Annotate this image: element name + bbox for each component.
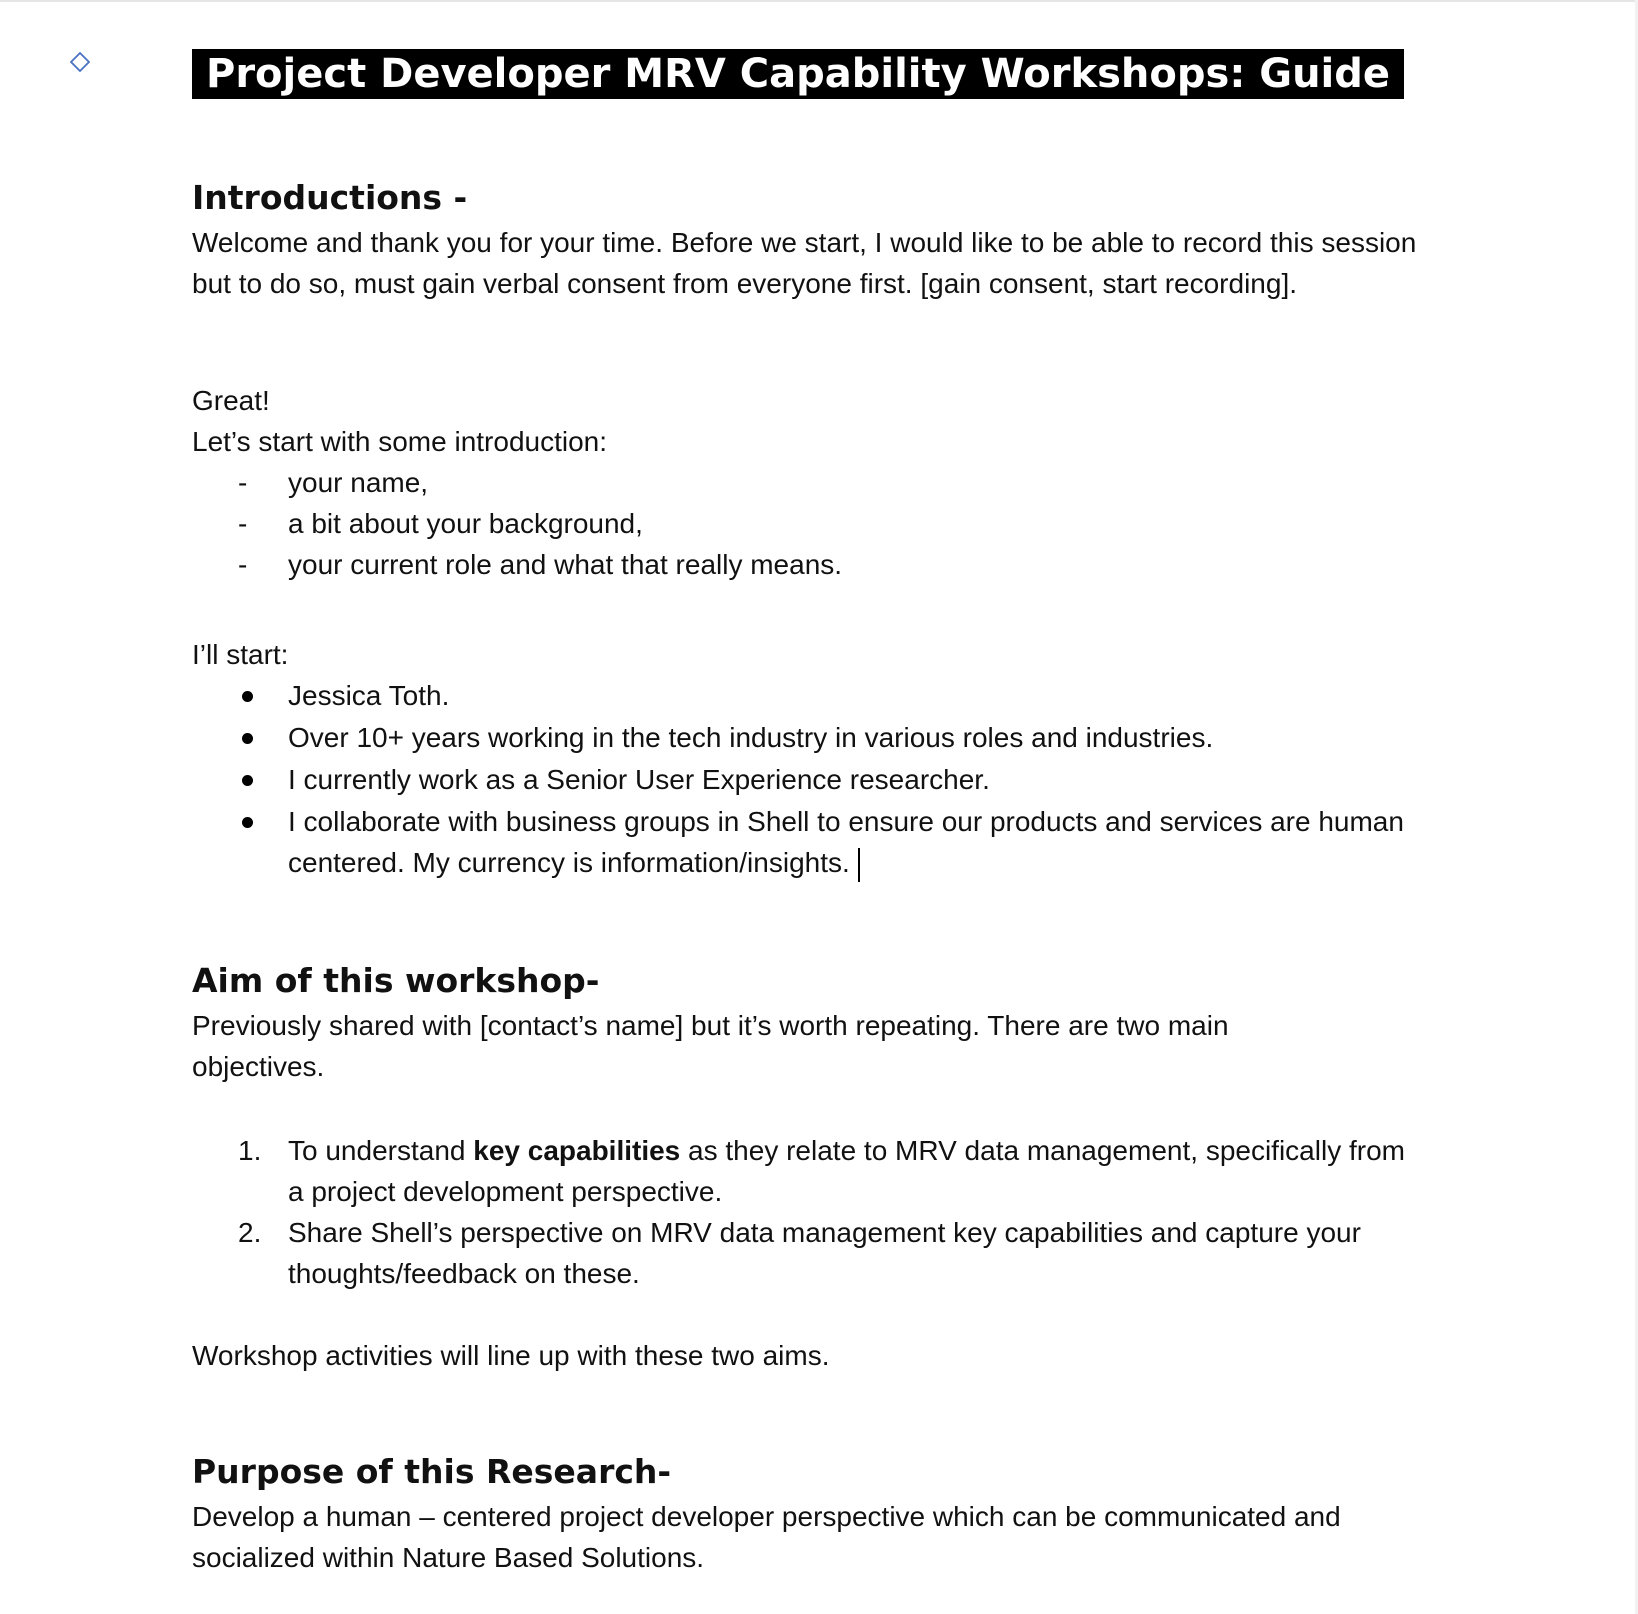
bullet-dot-icon [242, 775, 253, 786]
purpose-section [192, 1452, 1422, 1578]
dash-marker: - [238, 549, 248, 580]
list-item [192, 675, 1422, 716]
aim-section [192, 961, 1422, 1087]
facilitator-facts-list [192, 675, 1422, 883]
list-item-text: your name, [288, 467, 429, 498]
dash-marker: - [238, 467, 248, 498]
top-border [0, 0, 1638, 2]
great-line: Great! [192, 385, 270, 416]
list-item-text: Jessica Toth. [288, 680, 450, 711]
dash-marker: - [238, 508, 248, 539]
introduction-prompts [192, 380, 1422, 585]
aim-closing [192, 1335, 1422, 1376]
list-item-text: a bit about your background, [288, 508, 643, 539]
facilitator-intro [192, 634, 1422, 883]
number-marker: 1. [238, 1135, 262, 1166]
list-item [192, 503, 1422, 544]
number-marker: 2. [238, 1217, 262, 1248]
document-title: Project Developer MRV Capability Workshops: Guide [192, 49, 1404, 99]
objective-text: Share Shell’s perspective on MRV data management key capabilities and capture your thoughts/feedback on these. [288, 1217, 1361, 1289]
welcome-paragraph: Welcome and thank you for your time. Before we start, I would like to be able to record this session but to do so, must gain verbal consent from everyone first. [gain consent, start recording]. [192, 227, 1417, 299]
list-item [192, 1212, 1422, 1294]
prompt-list [192, 462, 1422, 585]
aim-intro-paragraph: Previously shared with [contact’s name] but it’s worth repeating. There are two main objectives. [192, 1010, 1229, 1082]
aim-closing-line: Workshop activities will line up with these two aims. [192, 1340, 830, 1371]
purpose-paragraph: Develop a human – centered project developer perspective which can be communicated and socialized within Nature Based Solutions. [192, 1501, 1341, 1573]
list-item-text: your current role and what that really means. [288, 549, 843, 580]
list-item-text: I collaborate with business groups in Shell to ensure our products and services are human centered. My currency is information/insights. [288, 806, 1404, 878]
list-item [192, 717, 1422, 758]
list-item [192, 801, 1422, 883]
list-item [192, 759, 1422, 800]
objectives-list-block [192, 1130, 1422, 1294]
purpose-heading: Purpose of this Research- [192, 1452, 672, 1491]
bullet-dot-icon [242, 733, 253, 744]
list-item-text: Over 10+ years working in the tech industry in various roles and industries. [288, 722, 1214, 753]
objective-text: To understand key capabilities as they relate to MRV data management, specifically from a project development perspective. [288, 1135, 1405, 1207]
list-item [192, 462, 1422, 503]
list-item-text: I currently work as a Senior User Experience researcher. [288, 764, 990, 795]
bullet-dot-icon [242, 691, 253, 702]
aim-heading: Aim of this workshop- [192, 961, 600, 1000]
introductions-heading: Introductions - [192, 178, 468, 217]
introductions-section [192, 178, 1422, 304]
text-cursor[interactable] [858, 848, 860, 882]
lets-start-line: Let’s start with some introduction: [192, 426, 608, 457]
bullet-dot-icon [242, 817, 253, 828]
list-item [192, 544, 1422, 585]
list-item [192, 1130, 1422, 1212]
objectives-list [192, 1130, 1422, 1294]
ill-start-line: I’ll start: [192, 639, 289, 670]
anchor-diamond-icon[interactable] [70, 52, 90, 72]
